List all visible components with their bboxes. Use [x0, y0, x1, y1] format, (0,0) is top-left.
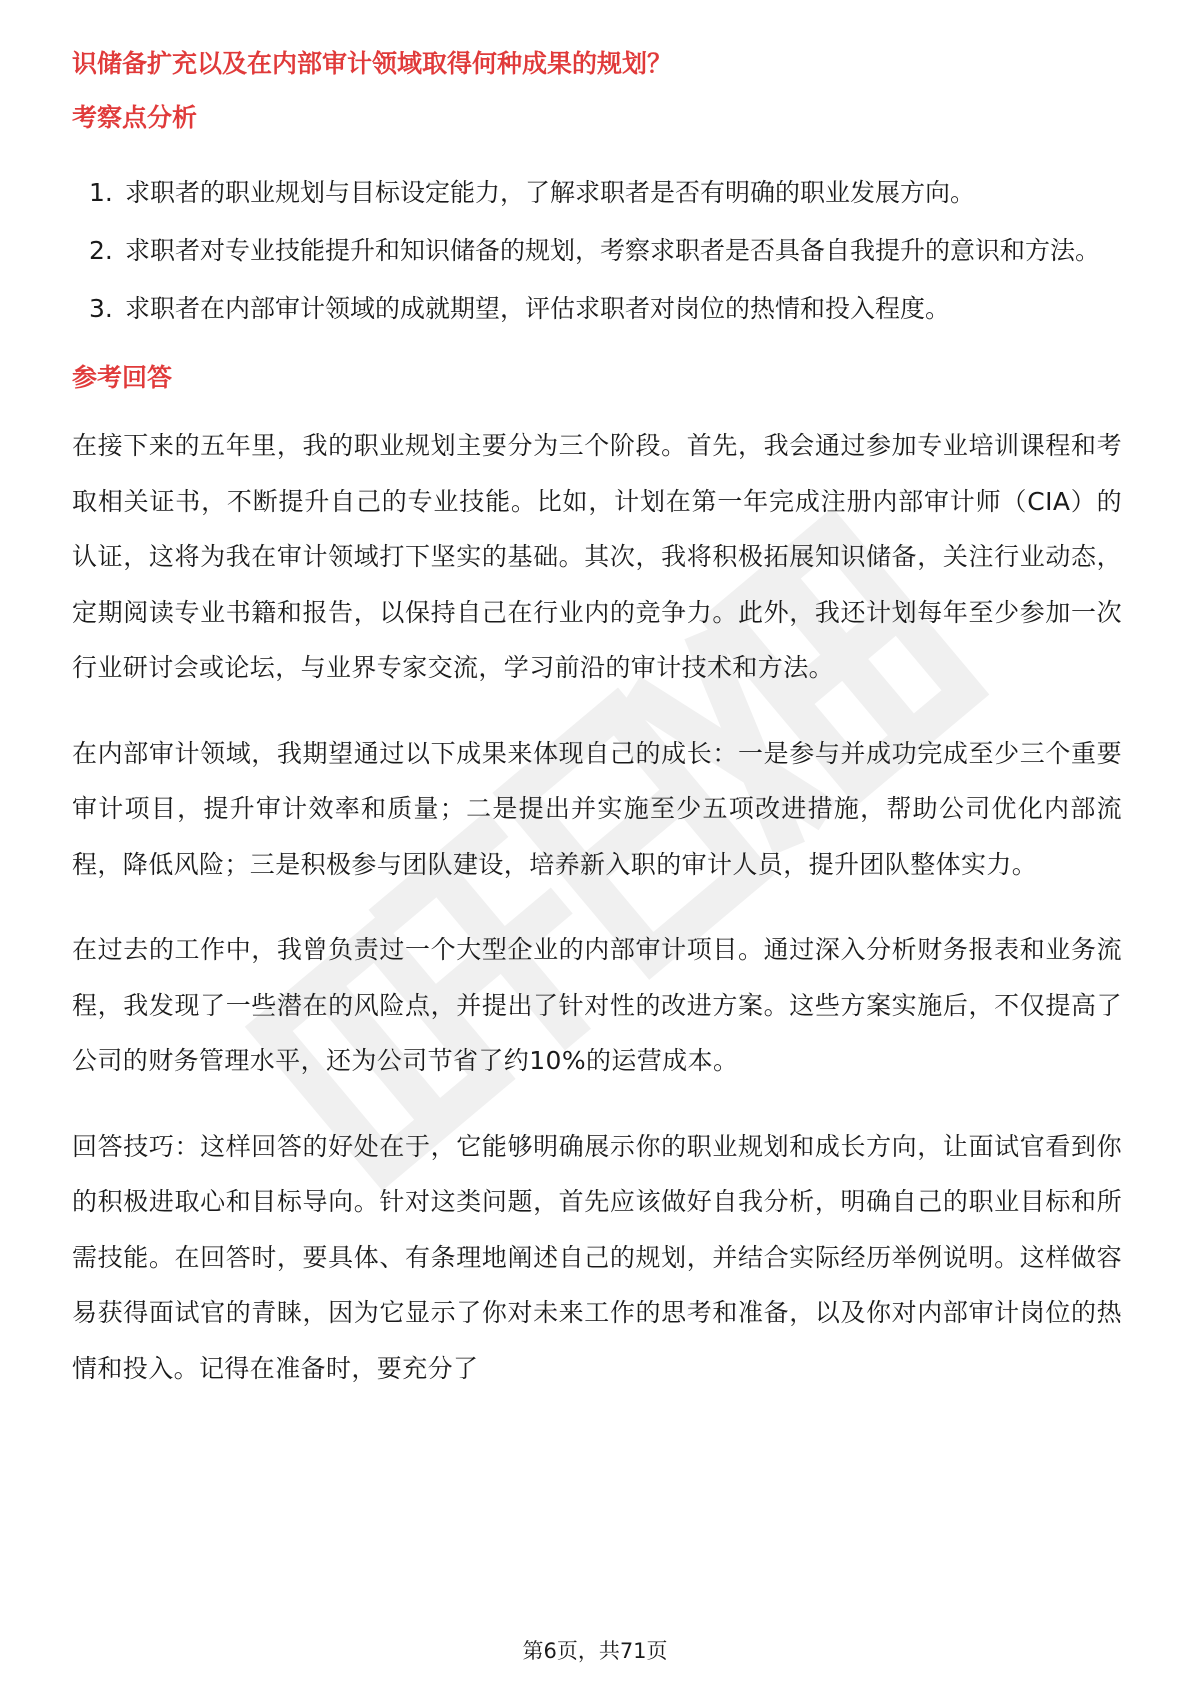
list-item — [72, 222, 1122, 280]
list-item — [72, 280, 1122, 338]
list-item-text: 求职者对专业技能提升和知识储备的规划，考察求职者是否具备自我提升的意识和方法。 — [125, 236, 1101, 265]
answer-paragraph: 在接下来的五年里，我的职业规划主要分为三个阶段。首先，我会通过参加专业培训课程和考取相关证书，不断提升自己的专业技能。比如，计划在第一年完成注册内部审计师（CIA）的认证，这将为我在审计领域打下坚实的基础。其次，我将积极拓展知识储备，关注行业动态，定期阅读专业书籍和报告，以保持自己在行业内的竞争力。此外，我还计划每年至少参加一次行业研讨会或论坛，与业界专家交流，学习前沿的审计技术和方法。 — [72, 431, 1122, 682]
answer-tips-paragraph: 回答技巧：这样回答的好处在于，它能够明确展示你的职业规划和成长方向，让面试官看到你的积极进取心和目标导向。针对这类问题，首先应该做好自我分析，明确自己的职业目标和所需技能。在回答时，要具体、有条理地阐述自己的规划，并结合实际经历举例说明。这样做容易获得面试官的青睐，因为它显示了你对未来工作的思考和准备，以及你对内部审计岗位的热情和投入。记得在准备时，要充分了 — [72, 1131, 1122, 1383]
analysis-points-list — [72, 164, 1122, 338]
answer-paragraph: 在内部审计领域，我期望通过以下成果来体现自己的成长：一是参与并成功完成至少三个重要审计项目，提升审计效率和质量；二是提出并实施至少五项改进措施，帮助公司优化内部流程，降低风险；三是积极参与团队建设，培养新入职的审计人员，提升团队整体实力。 — [72, 738, 1122, 879]
answer-paragraph: 在过去的工作中，我曾负责过一个大型企业的内部审计项目。通过深入分析财务报表和业务流程，我发现了一些潜在的风险点，并提出了针对性的改进方案。这些方案实施后，不仅提高了公司的财务管理水平，还为公司节省了约10%的运营成本。 — [72, 935, 1122, 1075]
list-item-number: 3. — [89, 294, 113, 323]
list-item-text: 求职者在内部审计领域的成就期望，评估求职者对岗位的热情和投入程度。 — [125, 294, 951, 323]
answer-heading: 参考回答 — [72, 363, 173, 392]
question-title: 识储备扩充以及在内部审计领域取得何种成果的规划？ — [72, 49, 673, 78]
list-item-number: 1. — [89, 178, 113, 207]
list-item-text: 求职者的职业规划与目标设定能力，了解求职者是否有明确的职业发展方向。 — [125, 178, 976, 207]
list-item-number: 2. — [89, 236, 113, 265]
page-number: 第6页，共71页 — [522, 1639, 668, 1663]
list-item — [72, 164, 1122, 222]
analysis-heading: 考察点分析 — [72, 103, 198, 132]
document-content — [72, 46, 1122, 1396]
